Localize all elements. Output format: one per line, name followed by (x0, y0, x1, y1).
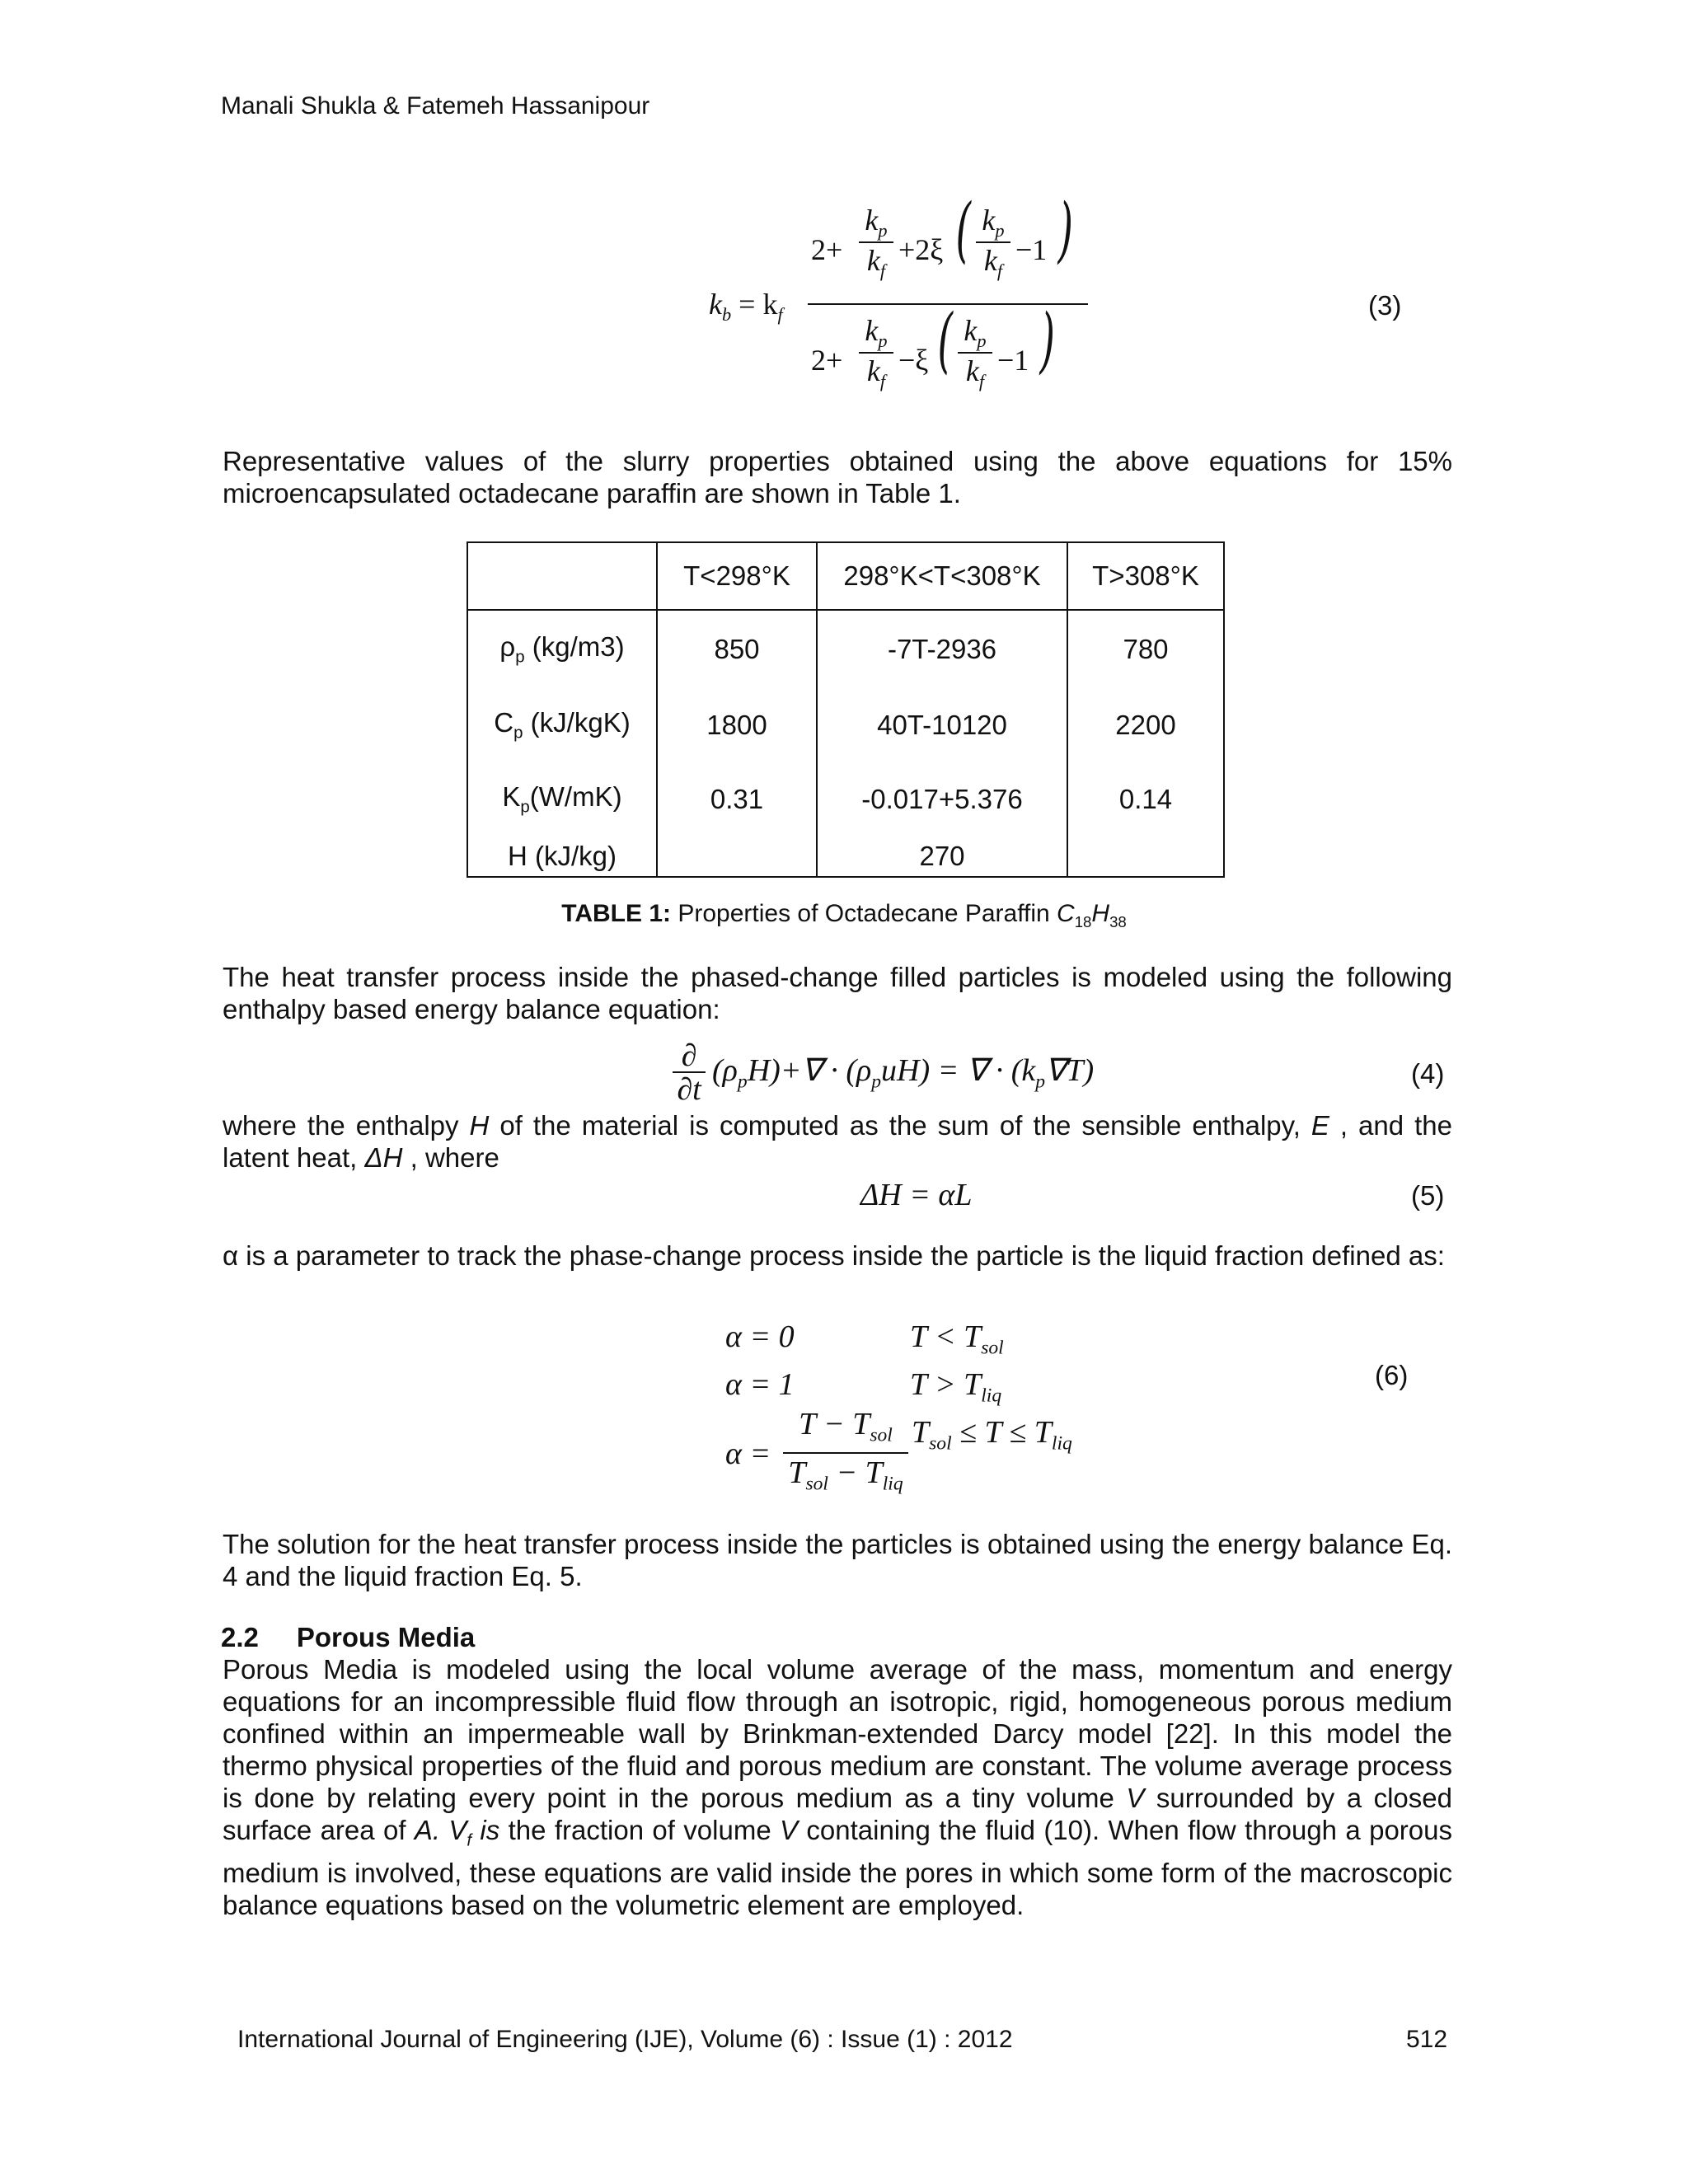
table-cell: 850 (657, 610, 817, 687)
equation-3 (709, 189, 1088, 412)
paragraph-1: Representative values of the slurry properties obtained using the above equations for 15% microencapsulated octadecane paraffin are shown in Table 1. (223, 446, 1452, 509)
table-cell: 40T-10120 (817, 687, 1067, 763)
table-row-label: H (kJ/kg) (467, 836, 657, 877)
table-row-label: $C_p$ (kJ/kgK) (467, 687, 657, 763)
equation-4-number: (4) (1411, 1058, 1445, 1089)
table-row-label: $K_p(W/mK)$ (467, 763, 657, 836)
table-header-row (467, 542, 1224, 610)
eq3-denominator: 2+ $k_p$ $k_f$ −ξ ( $k_p$ $k_f$ −1 ) (811, 299, 1056, 392)
eq6-fraction: $T - T_{sol}$ $T_{sol} - T_{liq}$ (783, 1408, 908, 1502)
eq4-expression: $(\rho_pH)+\nabla \cdot (\rho_puH)$ = ∇ · $(k_p\nabla T)$ (712, 1053, 1095, 1093)
equation-5-number: (5) (1411, 1180, 1445, 1211)
running-header: Manali Shukla & Fatemeh Hassanipour (221, 92, 650, 120)
eq6-row3-lhs: α = (725, 1436, 771, 1471)
equation-6 (725, 1310, 1104, 1516)
table-header-cell: T>308°K (1067, 542, 1224, 610)
section-heading: 2.2 Porous Media (221, 1622, 476, 1652)
table-cell: 2200 (1067, 687, 1224, 763)
eq6-row2-cond: $T > T_{liq}$ (910, 1367, 1002, 1407)
eq3-numerator: 2+ $k_p$ $k_f$ +2ξ ( $k_p$ $k_f$ −1 ) (811, 189, 1074, 282)
properties-table (467, 541, 1225, 878)
table-cell: 270 (817, 836, 1067, 877)
paragraph-3: where the enthalpy H of the material is computed as the sum of the sensible enthalpy, E , and the latent heat, ΔH , where (223, 1110, 1452, 1173)
eq6-row3-cond: $T_{sol} \le T \le T_{liq}$ (912, 1415, 1072, 1455)
eq6-row2-lhs: α = 1 (725, 1367, 795, 1402)
table-row (467, 610, 1224, 687)
table-row (467, 836, 1224, 877)
equation-5: ΔH = αL (860, 1178, 973, 1212)
table-cell: 1800 (657, 687, 817, 763)
table-cell: -7T-2936 (817, 610, 1067, 687)
table-caption: TABLE 1: Properties of Octadecane Paraffin $C_{18}H_{38}$ (561, 900, 1127, 930)
equation-3-number: (3) (1368, 290, 1402, 321)
table-cell: 0.14 (1067, 763, 1224, 836)
paragraph-6: Porous Media is modeled using the local volume average of the mass, momentum and energy equations for an incompressible fluid flow through an isotropic, rigid, homogeneous porous medium confined within an impermeable wall by Brinkman-extended Darcy model [22]. In this model the thermo physical properties of the fluid and porous medium are constant. The volume average process is done by relating every point in the porous medium as a tiny volume V surrounded by a closed surface area of A. $V_f$ is the fraction of volume V containing the fluid (10). When flow through a porous medium is involved, these equations are valid inside the pores in which some form of the macroscopic balance equations based on the volumetric element are employed. (223, 1654, 1452, 1920)
table-row-label: $\rho_p$ (kg/m3) (467, 610, 657, 687)
eq3-lhs: $k_b = k_f$ (709, 288, 783, 326)
eq6-row1-lhs: α = 0 (725, 1319, 795, 1354)
footer-journal: International Journal of Engineering (IJE), Volume (6) : Issue (1) : 2012 (237, 2026, 1013, 2053)
table-cell: 780 (1067, 610, 1224, 687)
table-header-cell: 298°K<T<308°K (817, 542, 1067, 610)
paragraph-5: The solution for the heat transfer process inside the particles is obtained using the energy balance Eq. 4 and the liquid fraction Eq. 5. (223, 1529, 1452, 1591)
table-header-cell (467, 542, 657, 610)
table-cell: -0.017+5.376 (817, 763, 1067, 836)
footer-page-number: 512 (1406, 2026, 1448, 2053)
table-row (467, 763, 1224, 836)
equation-4 (673, 1040, 1167, 1106)
paragraph-2: The heat transfer process inside the phased-change filled particles is modeled using the following enthalpy based energy balance equation: (223, 962, 1452, 1024)
table-cell: 0.31 (657, 763, 817, 836)
paragraph-4: α is a parameter to track the phase-change process inside the particle is the liquid fraction defined as: (223, 1240, 1445, 1271)
equation-6-number: (6) (1375, 1360, 1409, 1390)
table-cell (657, 836, 817, 877)
table-row (467, 687, 1224, 763)
eq6-row1-cond: $T < T_{sol}$ (910, 1319, 1004, 1359)
eq4-partial-fraction: ∂ ∂t (673, 1040, 706, 1106)
table-header-cell: T<298°K (657, 542, 817, 610)
table-cell (1067, 836, 1224, 877)
